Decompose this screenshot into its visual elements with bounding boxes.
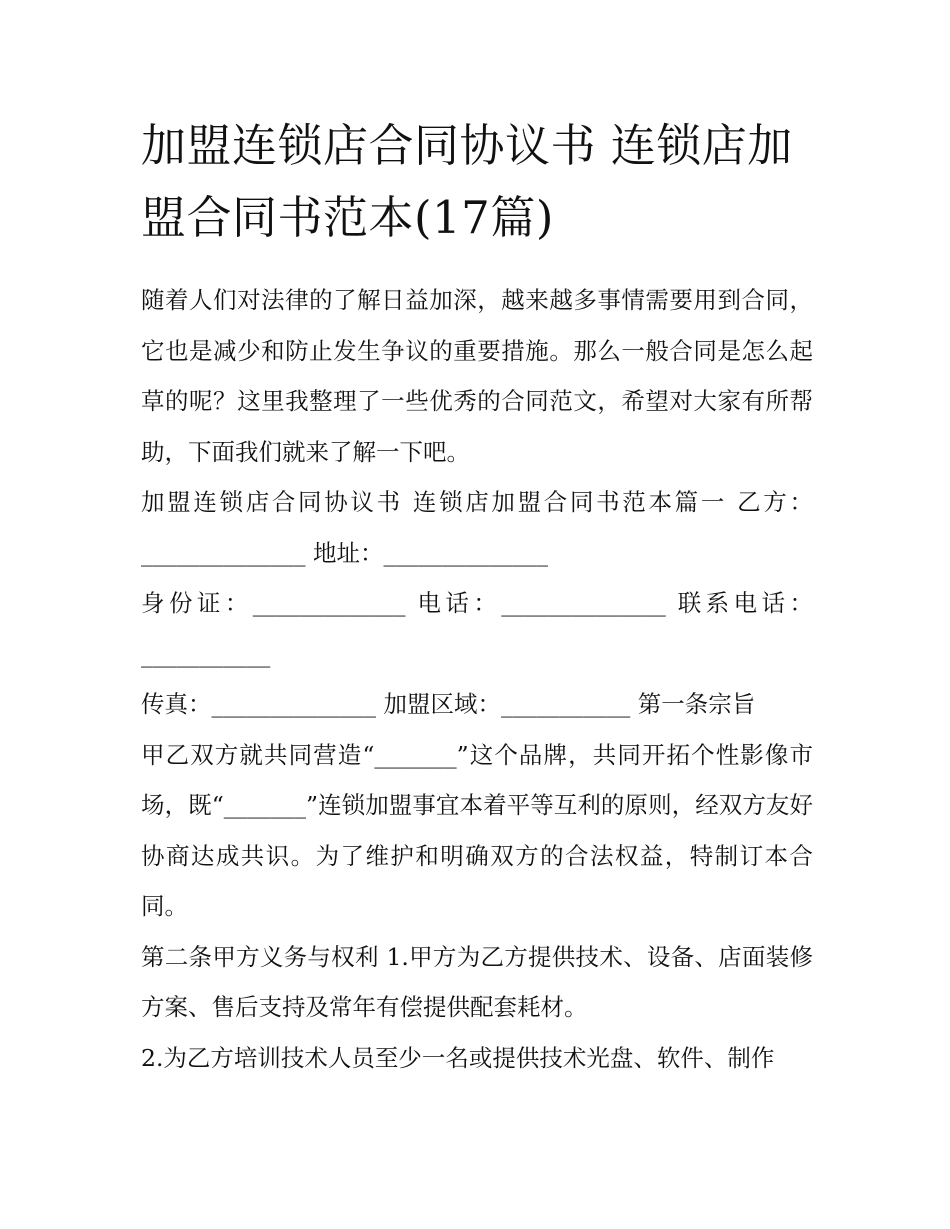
contract-paragraph-id-phone: 身份证：_____________ 电话：______________ 联系电话：___________: [141, 589, 813, 668]
contract-paragraph-fax-region: 传真：______________ 加盟区域：___________ 第一条宗旨: [141, 690, 756, 718]
intro-paragraph: 随着人们对法律的了解日益加深，越来越多事情需要用到合同，它也是减少和防止发生争议的重要措施。那么一般合同是怎么起草的呢？这里我整理了一些优秀的合同范文，希望对大家有所帮助，下面我们就来了解一下吧。: [141, 286, 813, 466]
document-title: 加盟连锁店合同协议书 连锁店加盟合同书范本(17篇): [141, 119, 793, 244]
contract-paragraph-training: 2.为乙方培训技术人员至少一名或提供技术光盘、软件、制作: [141, 1043, 775, 1072]
contract-paragraph-article-two: 第二条甲方义务与权利 1.甲方为乙方提供技术、设备、店面装修方案、售后支持及常年有偿提供配套耗材。: [141, 942, 813, 1021]
document-page: [141, 110, 813, 1083]
contract-paragraph-purpose: 甲乙双方就共同营造“_______”这个品牌，共同开拓个性影像市场，既“_______”连锁加盟事宜本着平等互利的原则，经双方友好协商达成共识。为了维护和明确双方的合法权益，特制订本合同。: [141, 740, 813, 920]
contract-paragraph-party-address: 加盟连锁店合同协议书 连锁店加盟合同书范本篇一 乙方：______________ 地址：______________: [141, 488, 813, 567]
